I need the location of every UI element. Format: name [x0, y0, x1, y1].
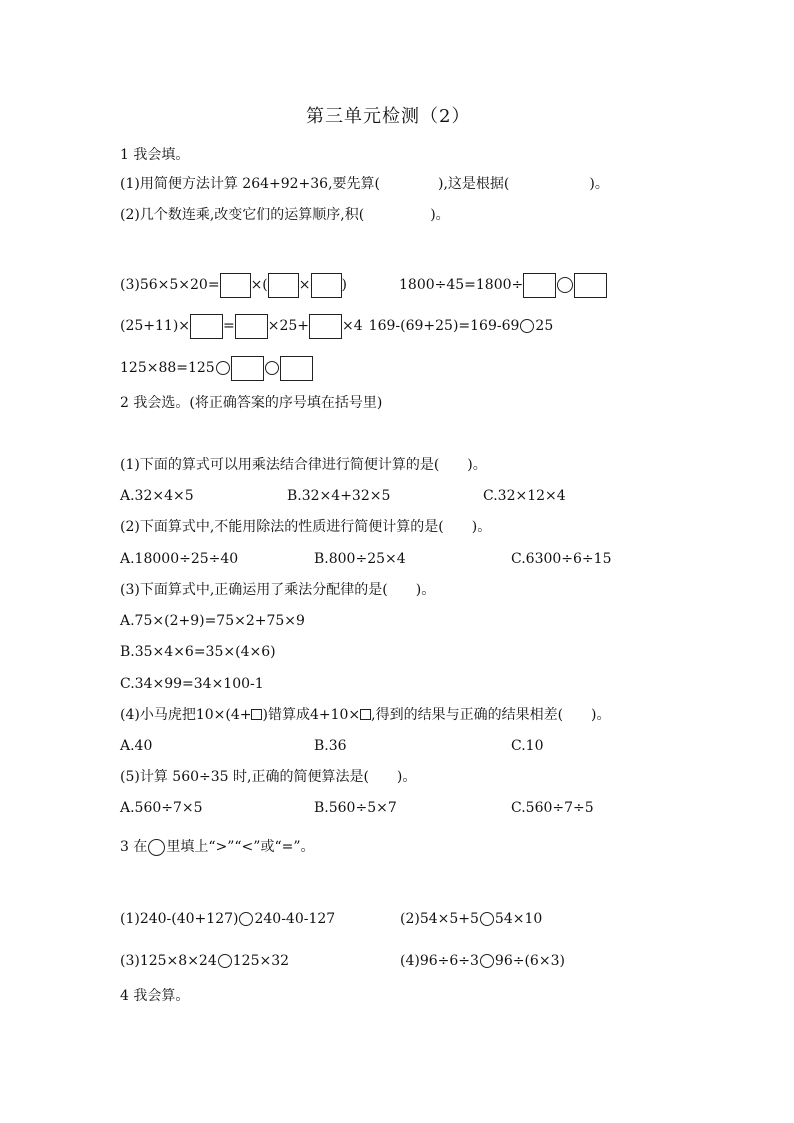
s3-heading-b: 里填上“>”“<”或“=”。	[166, 839, 315, 855]
s2-q4-option-a[interactable]: A.40	[120, 738, 153, 754]
section-3-heading	[120, 838, 315, 856]
s2-q4-text-a: (4)小马虎把10×(4+	[120, 707, 252, 723]
s3-p2-right: 54×10	[494, 911, 543, 927]
s3-p2	[400, 910, 542, 928]
s1-q1-text-a: (1)用简便方法计算 264+92+36,要先算(	[120, 176, 381, 192]
circle-icon	[148, 839, 165, 856]
s1-q1-text-b: ),这是根据(	[438, 176, 510, 192]
s3-p4-left: (4)96÷6÷3	[400, 953, 479, 969]
s1-q4-text-d: ×4	[342, 318, 363, 334]
s2-q2: (2)下面算式中,不能用除法的性质进行简便计算的是( )。	[120, 519, 492, 535]
s2-q1: (1)下面的算式可以用乘法结合律进行简便计算的是( )。	[120, 457, 487, 473]
answer-box[interactable]	[268, 273, 299, 298]
s1-q5	[120, 355, 313, 381]
answer-box[interactable]	[523, 273, 556, 298]
answer-box[interactable]	[190, 314, 223, 339]
compare-circle[interactable]	[480, 912, 494, 926]
s2-q5: (5)计算 560÷35 时,正确的简便算法是( )。	[120, 769, 417, 785]
s2-q3-option-c[interactable]: C.34×99=34×100-1	[120, 676, 264, 692]
s2-q4-text-c: ,得到的结果与正确的结果相差( )。	[371, 707, 611, 723]
s2-q4-option-c[interactable]: C.10	[511, 738, 544, 754]
s3-p1-left: (1)240-(40+127)	[120, 911, 239, 927]
compare-circle[interactable]	[557, 277, 573, 293]
s1-q3	[120, 272, 347, 298]
answer-box[interactable]	[309, 314, 342, 339]
s2-q2-option-a[interactable]: A.18000÷25÷40	[120, 551, 239, 567]
compare-circle[interactable]	[239, 912, 253, 926]
s1-q3-text-b: ×(	[250, 277, 268, 293]
answer-box[interactable]	[231, 356, 264, 381]
answer-box[interactable]	[235, 314, 268, 339]
s2-q2-option-c[interactable]: C.6300÷6÷15	[511, 551, 612, 567]
compare-circle[interactable]	[218, 954, 232, 968]
s2-q2-option-b[interactable]: B.800÷25×4	[314, 551, 406, 567]
s2-q3-option-a[interactable]: A.75×(2+9)=75×2+75×9	[120, 613, 305, 629]
s2-q1-option-b[interactable]: B.32×4+32×5	[287, 488, 391, 504]
s2-q5-option-c[interactable]: C.560÷7÷5	[511, 800, 594, 816]
s3-p4-right: 96÷(6×3)	[494, 953, 565, 969]
s1-q2	[120, 206, 450, 224]
s3-p4	[400, 952, 565, 970]
s2-q5-option-a[interactable]: A.560÷7×5	[120, 800, 203, 816]
section-4-heading: 4 我会算。	[120, 988, 190, 1004]
compare-circle[interactable]	[520, 319, 534, 333]
page-title: 第三单元检测（2）	[306, 106, 471, 127]
answer-box[interactable]	[311, 273, 342, 298]
s2-q4-text-b: )错算成4+10×	[262, 707, 361, 723]
s1-q4	[120, 313, 553, 339]
s2-q4-option-b[interactable]: B.36	[314, 738, 347, 754]
answer-box[interactable]	[574, 273, 607, 298]
s2-q5-option-b[interactable]: B.560÷5×7	[314, 800, 397, 816]
compare-circle[interactable]	[216, 361, 230, 375]
s1-q4-text-e: 169-(69+25)=169-69	[368, 318, 520, 334]
s1-q4-text-c: ×25+	[267, 318, 310, 334]
square-placeholder-icon	[360, 709, 371, 720]
section-2-heading: 2 我会选。(将正确答案的序号填在括号里)	[120, 395, 383, 411]
s2-q1-option-c[interactable]: C.32×12×4	[483, 488, 566, 504]
s1-q4-text-f: 25	[535, 318, 554, 334]
s1-q2-text-a: (2)几个数连乘,改变它们的运算顺序,积(	[120, 207, 365, 223]
s3-heading-a: 3 在	[120, 839, 148, 855]
section-1-heading: 1 我会填。	[120, 147, 190, 163]
s3-p2-left: (2)54×5+5	[400, 911, 479, 927]
s1-q3-text-a: (3)56×5×20=	[120, 277, 220, 293]
s2-q3: (3)下面算式中,正确运用了乘法分配律的是( )。	[120, 582, 436, 598]
s3-p1	[120, 910, 335, 928]
s2-q3-option-b[interactable]: B.35×4×6=35×(4×6)	[120, 644, 276, 660]
s3-p1-right: 240-40-127	[254, 911, 336, 927]
compare-circle[interactable]	[480, 954, 494, 968]
s1-q1	[120, 175, 609, 193]
s1-q3-text-e: 1800÷45=1800÷	[399, 277, 524, 293]
s3-p3	[120, 952, 289, 970]
s1-q4-text-b: =	[223, 318, 235, 334]
s3-p3-left: (3)125×8×24	[120, 953, 217, 969]
answer-box[interactable]	[280, 356, 313, 381]
answer-box[interactable]	[220, 273, 251, 298]
s1-q3-text-d: )	[341, 277, 347, 293]
s2-q4	[120, 706, 611, 724]
s1-q4-text-a: (25+11)×	[120, 318, 191, 334]
square-placeholder-icon	[251, 709, 262, 720]
s1-q3-division	[399, 272, 607, 298]
compare-circle[interactable]	[265, 361, 279, 375]
s1-q3-text-c: ×	[298, 277, 311, 293]
s2-q1-option-a[interactable]: A.32×4×5	[120, 488, 194, 504]
s3-p3-right: 125×32	[232, 953, 290, 969]
s1-q1-text-c: )。	[589, 176, 609, 192]
s1-q2-text-b: )。	[430, 207, 450, 223]
s1-q5-text-a: 125×88=125	[120, 360, 215, 376]
